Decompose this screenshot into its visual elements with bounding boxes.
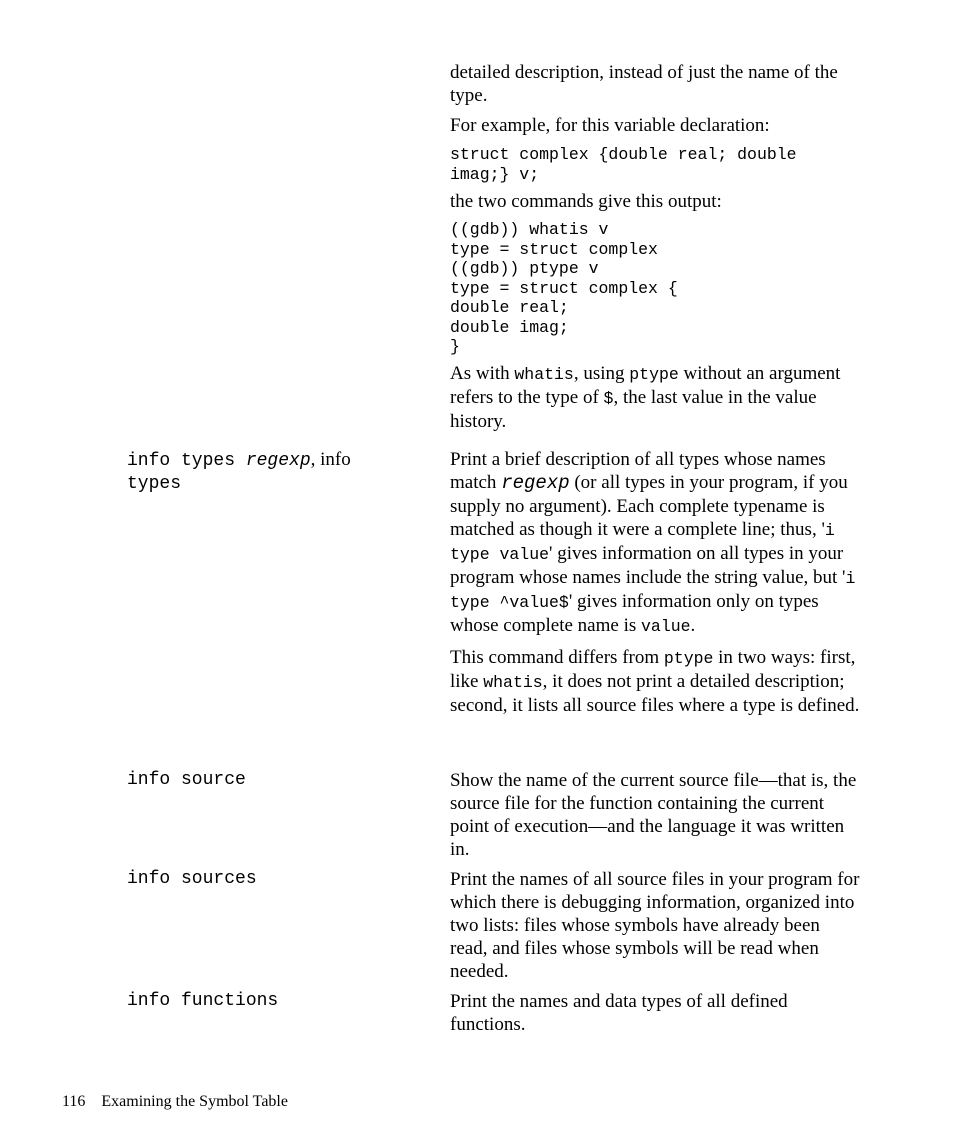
text: in two ways: first, like — [450, 647, 856, 692]
code-inline: regexp — [501, 472, 570, 494]
term-text: info types — [127, 451, 246, 471]
text: Print a brief description of all types whose names match — [450, 449, 826, 493]
term-line: info source — [127, 770, 246, 790]
text: (or all types in your program, if you supply no argument). Each complete typename is matched as though it were a complete line; thus, ' — [450, 472, 848, 540]
term-info-functions — [127, 990, 427, 1013]
desc-info-sources — [450, 868, 862, 983]
term-info-source — [127, 769, 427, 792]
continued-description — [450, 61, 862, 433]
code-inline: value — [641, 617, 691, 636]
code-inline: whatis — [483, 673, 543, 692]
text: . — [690, 615, 696, 636]
desc-info-functions — [450, 990, 862, 1036]
term-info-sources — [127, 868, 427, 891]
code-inline: i type value — [450, 521, 835, 564]
paragraph: Print the names of all source files in your program for which there is debugging information, organized into two lists: files whose symbols have already been read, and files whose symbols will be read when needed. — [450, 869, 860, 982]
code-block: ((gdb)) whatis v type = struct complex ((gdb)) ptype v type = struct complex { double real; double imag; } — [450, 220, 678, 356]
text: , using — [573, 362, 630, 384]
code-inline: whatis — [514, 364, 574, 384]
term-line — [127, 448, 427, 473]
desc-info-source — [450, 769, 862, 861]
code-inline: ptype — [663, 649, 714, 668]
paragraph: Print the names and data types of all defined functions. — [450, 991, 788, 1035]
code-inline: $ — [603, 388, 614, 408]
term-line: info sources — [127, 869, 257, 889]
paragraph — [450, 448, 862, 638]
paragraph — [450, 362, 862, 433]
term-line: info functions — [127, 991, 279, 1011]
term-arg: regexp — [245, 451, 311, 471]
code-inline: i type ^value$ — [450, 569, 856, 612]
term-line: types — [127, 474, 182, 494]
text: As with — [450, 362, 515, 384]
text: This command differs from — [450, 647, 664, 668]
term-sep: , info — [310, 449, 351, 470]
paragraph: detailed description, instead of just the name of the type. — [450, 62, 838, 106]
page-footer — [62, 1093, 288, 1111]
text: ' gives information only on types whose complete name is — [450, 591, 819, 636]
paragraph — [450, 646, 862, 717]
paragraph: the two commands give this output: — [450, 191, 722, 212]
paragraph: For example, for this variable declaration: — [450, 115, 770, 136]
term-info-types — [127, 448, 427, 496]
code-inline: ptype — [629, 364, 679, 384]
section-title: Examining the Symbol Table — [101, 1093, 288, 1110]
text: , it does not print a detailed description; second, it lists all source files where a type is defined. — [450, 671, 860, 716]
code-block: struct complex {double real; double imag;} v; — [450, 145, 797, 184]
text: without an argument refers to the type of — [450, 362, 841, 408]
text: ' gives information on all types in your program whose names include the string value, but ' — [450, 543, 846, 588]
desc-info-types — [450, 448, 862, 717]
text: , the last value in the value history. — [450, 386, 817, 432]
page-number: 116 — [62, 1093, 86, 1110]
paragraph: Show the name of the current source file—that is, the source file for the function containing the current point of execution—and the language it was written in. — [450, 770, 857, 860]
